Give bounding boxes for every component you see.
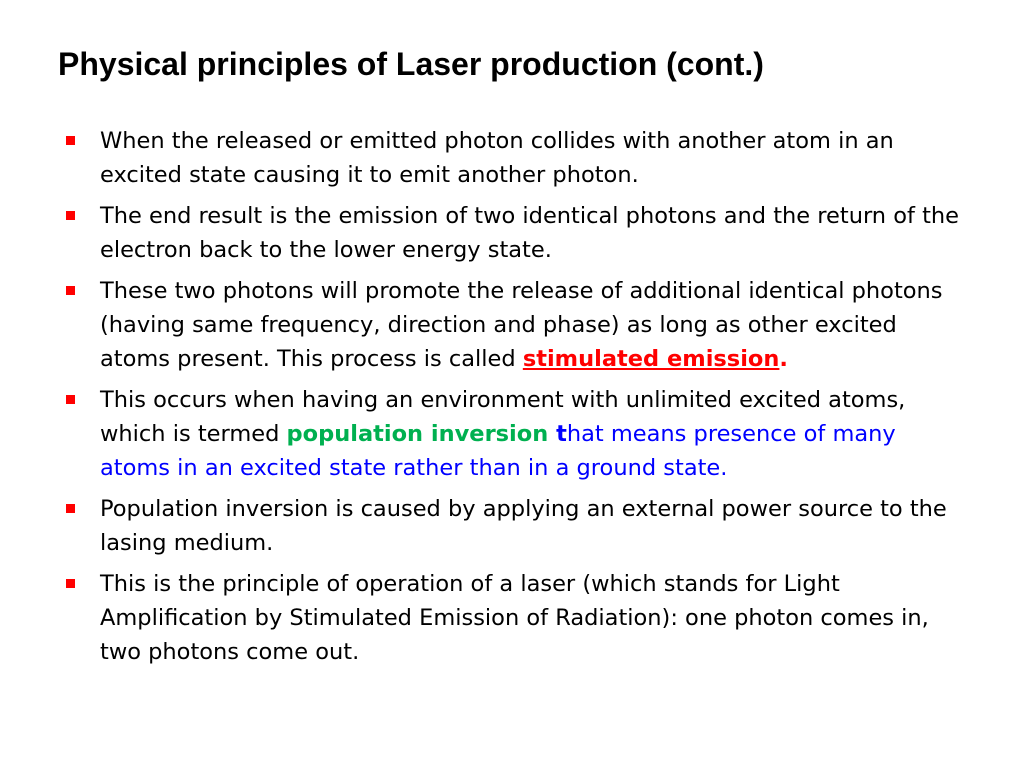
square-bullet-icon: [66, 286, 75, 295]
definition-first-letter: t: [556, 421, 567, 447]
bullet-text: The end result is the emission of two identical photons and the return of the electron back to the lower energy state.: [100, 203, 959, 263]
term-definition: hat means presence of many atoms in an excited state rather than in a ground state.: [100, 421, 896, 481]
bullet-text: These two photons will promote the release of additional identical photons (having same frequency, direction and phase) as long as other excited atoms present. This process is called: [100, 278, 943, 372]
square-bullet-icon: [66, 579, 75, 588]
square-bullet-icon: [66, 504, 75, 513]
square-bullet-icon: [66, 395, 75, 404]
bullet-text: Population inversion is caused by applying an external power source to the lasing medium.: [100, 496, 947, 556]
bullet-item: [66, 383, 966, 485]
slide-title: Physical principles of Laser production (cont.): [58, 46, 764, 82]
bullet-item: [66, 274, 966, 376]
square-bullet-icon: [66, 136, 75, 145]
highlighted-term-stimulated-emission: stimulated emission: [522, 346, 780, 372]
bullet-item: [66, 124, 966, 192]
bullet-text: This occurs when having an environment with unlimited excited atoms, which is termed: [100, 387, 906, 447]
bullet-item: [66, 567, 966, 669]
bullet-text: This is the principle of operation of a laser (which stands for Light Amplification by Stimulated Emission of Radiation): one photon comes in, two photons come out.: [100, 571, 929, 665]
highlighted-term-population-inversion: population inversion: [286, 421, 557, 447]
bullet-text: When the released or emitted photon collides with another atom in an excited state causing it to emit another photon.: [100, 128, 894, 188]
bullet-list: [66, 124, 966, 676]
square-bullet-icon: [66, 211, 75, 220]
term-suffix: .: [779, 346, 788, 372]
bullet-item: [66, 492, 966, 560]
bullet-item: [66, 199, 966, 267]
